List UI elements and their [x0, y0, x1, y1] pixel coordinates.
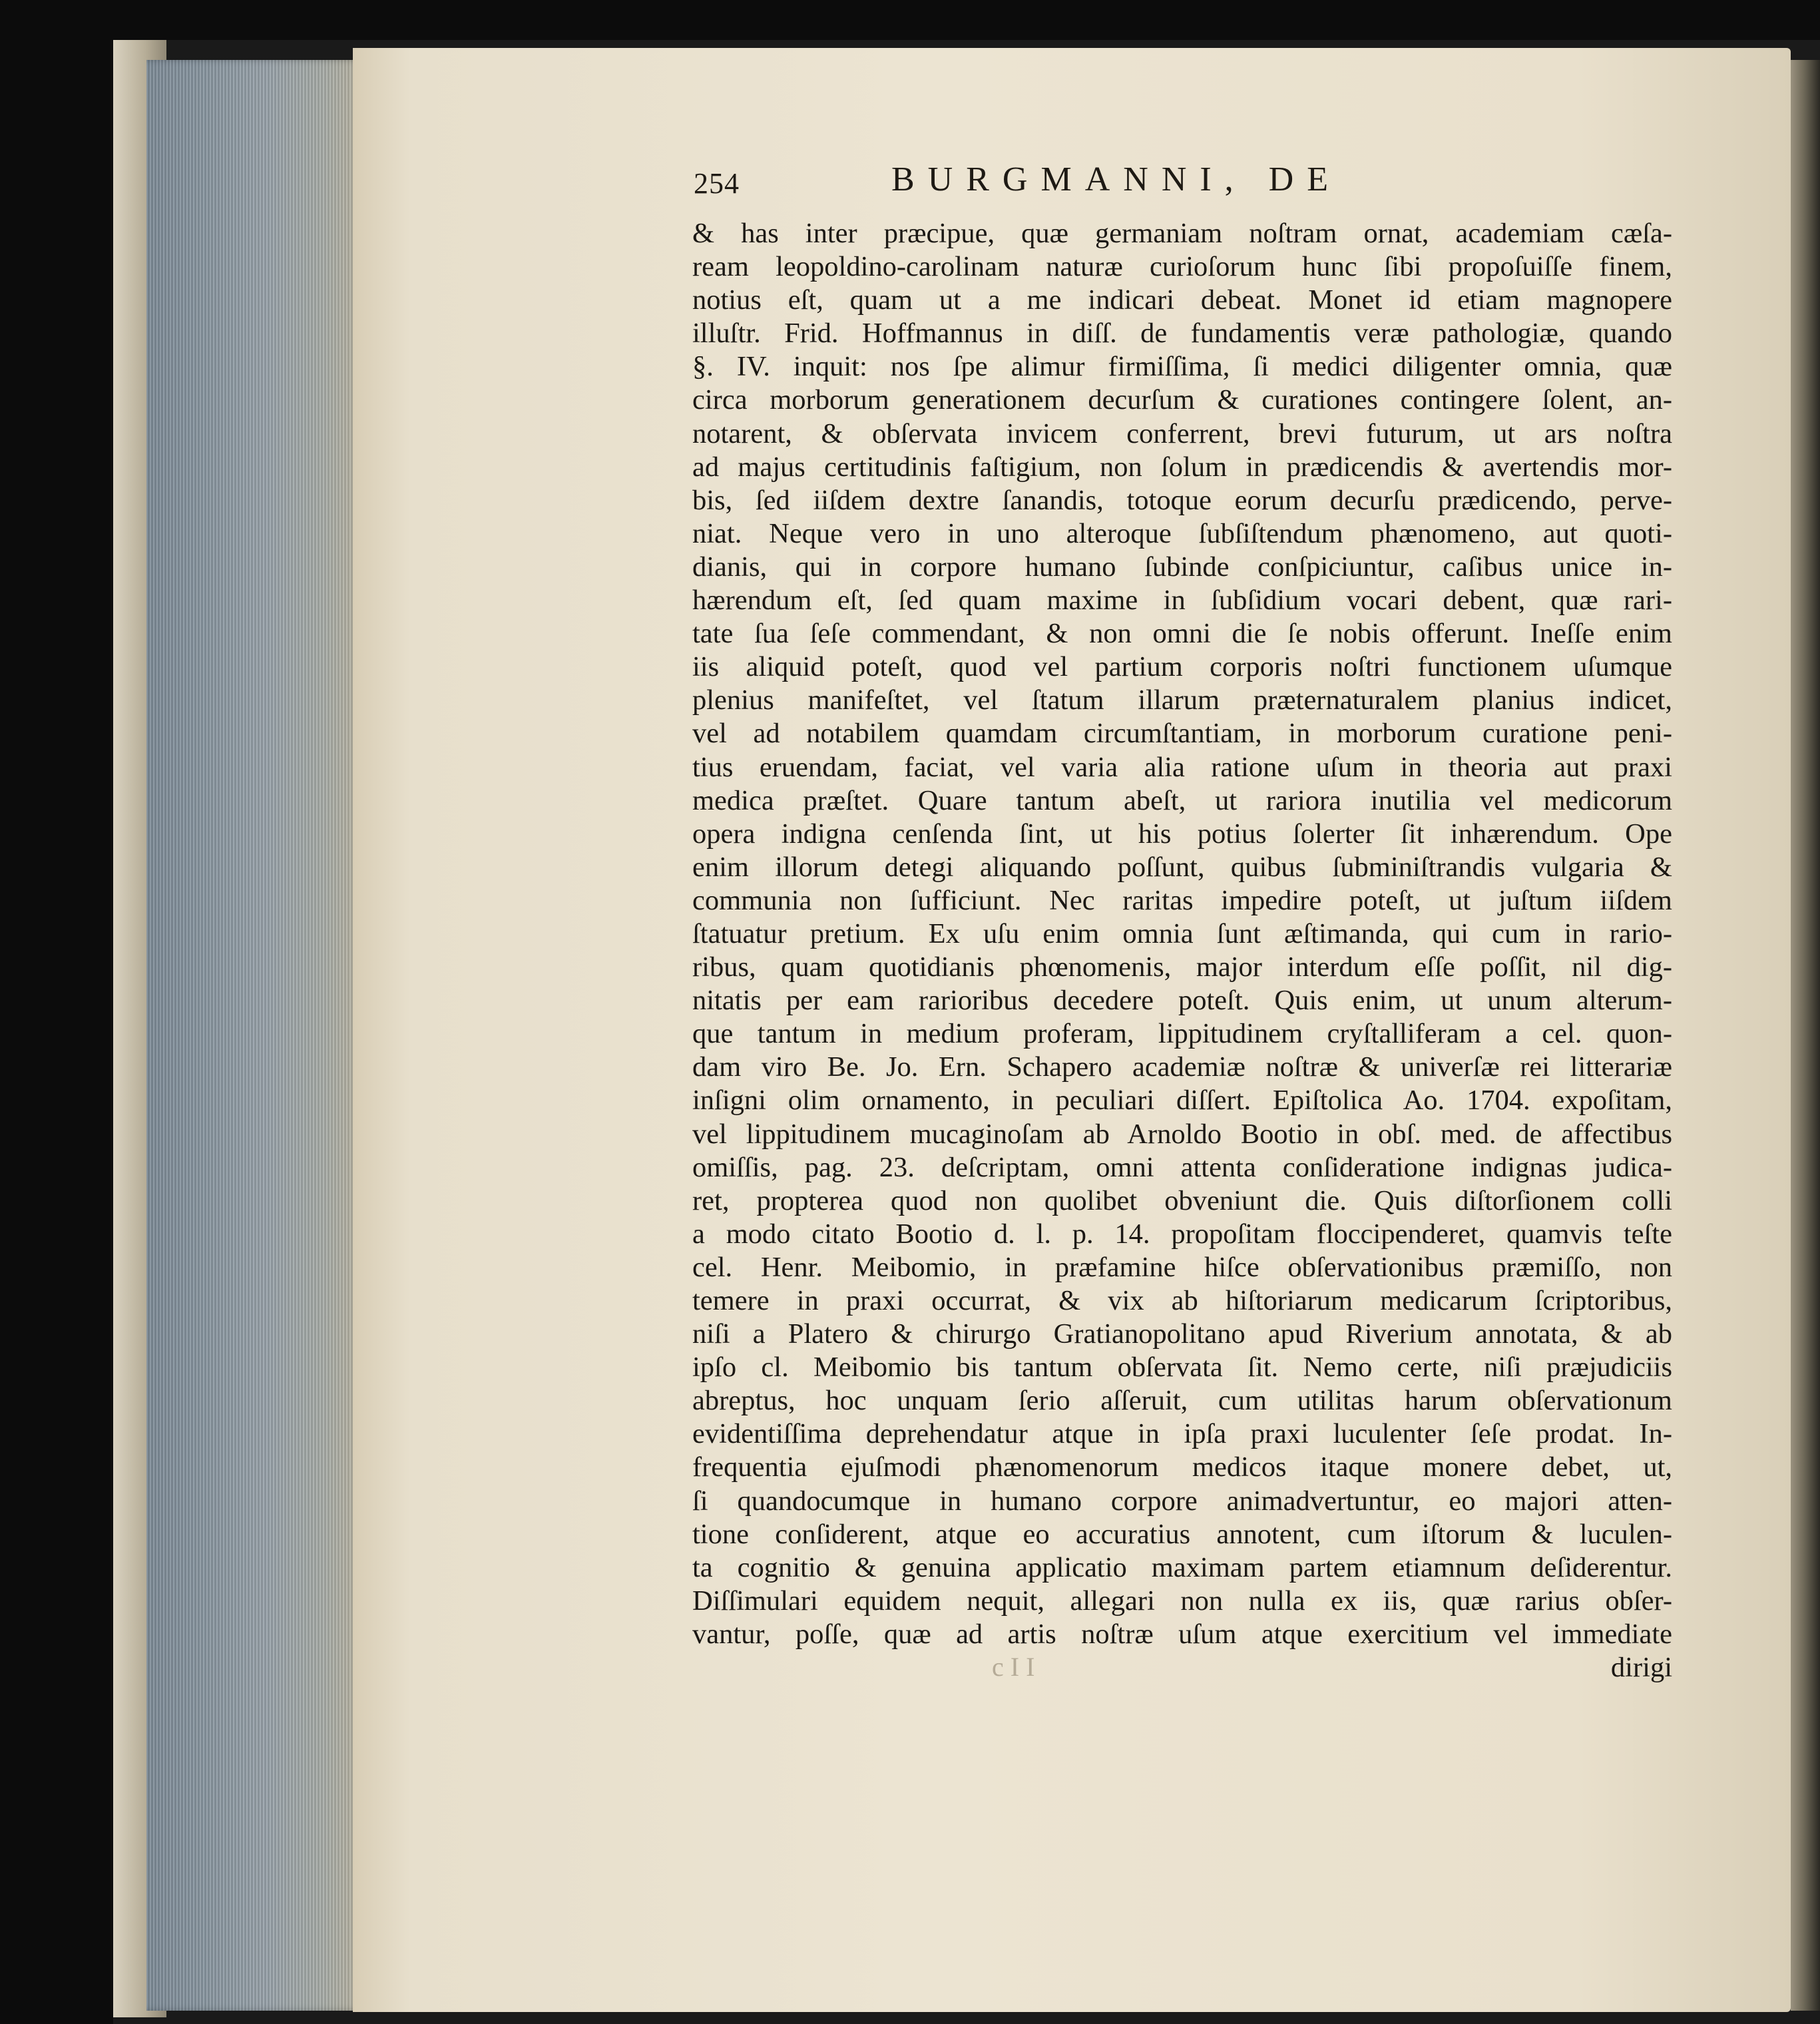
text-line: tius eruendam, faciat, vel varia alia ratione uſum in theoria aut praxi — [692, 751, 1672, 783]
running-head: BURGMANNI, DE — [891, 160, 1341, 198]
page-number: 254 — [694, 167, 740, 200]
text-line: circa morborum generationem decurſum & curationes contingere ſolent, an- — [692, 384, 1672, 416]
text-line: bis, ſed iiſdem dextre ſanandis, totoque eorum decurſu prædicendo, perve- — [692, 484, 1672, 516]
right-page-edge — [1791, 60, 1820, 2011]
text-line: niſi a Platero & chirurgo Gratianopolitano apud Riverium annotata, & ab — [692, 1318, 1672, 1350]
text-line: enim illorum detegi aliquando poſſunt, quibus ſubminiſtrandis vulgaria & — [692, 851, 1672, 883]
text-line: communia non ſufficiunt. Nec raritas impedire poteſt, ut juſtum iiſdem — [692, 884, 1672, 916]
text-line: ſi quandocumque in humano corpore animadvertuntur, eo majori atten- — [692, 1485, 1672, 1517]
text-line: opera indigna cenſenda ſint, ut his potius ſolerter ſit inhærendum. Ope — [692, 818, 1672, 850]
text-line: abreptus, hoc unquam ſerio aſſeruit, cum utilitas harum obſervationum — [692, 1385, 1672, 1417]
text-line: illuſtr. Frid. Hoffmannus in diſſ. de fundamentis veræ pathologiæ, quando — [692, 318, 1672, 350]
body-text — [692, 217, 1672, 1684]
text-line: dirigi — [1610, 1652, 1672, 1684]
text-line: ſtatuatur pretium. Ex uſu enim omnia ſunt æſtimanda, qui cum in rario- — [692, 917, 1672, 949]
text-line: nitatis per eam rarioribus decedere poteſt. Quis enim, ut unum alterum- — [692, 985, 1672, 1017]
text-line: Diſſimulari equidem nequit, allegari non nulla ex iis, quæ rarius obſer- — [692, 1585, 1672, 1617]
signature-mark: c I I — [992, 1652, 1035, 1682]
page-header — [694, 157, 1671, 206]
text-line: & has inter præcipue, quæ germaniam noſtram ornat, academiam cæſa- — [692, 218, 1672, 249]
text-line: ribus, quam quotidianis phœnomenis, major interdum eſſe poſſit, nil dig- — [692, 951, 1672, 983]
text-line: tione conſiderent, atque eo accuratius annotent, cum iſtorum & luculen- — [692, 1518, 1672, 1550]
text-line: inſigni olim ornamento, in peculiari diſſert. Epiſtolica Ao. 1704. expoſitam, — [692, 1085, 1672, 1117]
text-line: dianis, qui in corpore humano ſubinde conſpiciuntur, caſibus unice in- — [692, 551, 1672, 583]
text-line: notarent, & obſervata invicem conferrent, brevi futurum, ut ars noſtra — [692, 417, 1672, 449]
text-line: niat. Neque vero in uno alteroque ſubſiſtendum phænomeno, aut quoti- — [692, 517, 1672, 549]
text-line: hærendum eſt, ſed quam maxime in ſubſidium vocari debent, quæ rari- — [692, 585, 1672, 617]
text-line: cel. Henr. Meibomio, in præfamine hiſce obſervationibus præmiſſo, non — [692, 1251, 1672, 1283]
text-line: ta cognitio & genuina applicatio maximam partem etiamnum deſiderentur. — [692, 1551, 1672, 1583]
text-line: temere in praxi occurrat, & vix ab hiſtoriarum medicarum ſcriptoribus, — [692, 1285, 1672, 1316]
text-line: vantur, poſſe, quæ ad artis noſtræ uſum atque exercitium vel immediate — [692, 1618, 1672, 1650]
text-line: ream leopoldino-carolinam naturæ curioſorum hunc ſibi propoſuiſſe finem, — [692, 251, 1672, 283]
text-line: que tantum in medium proferam, lippitudinem cryſtalliferam a cel. quon- — [692, 1018, 1672, 1050]
text-line: §. IV. inquit: nos ſpe alimur firmiſſima, ſi medici diligenter omnia, quæ — [692, 351, 1672, 383]
page-block-edge — [146, 60, 366, 2011]
text-line: evidentiſſima deprehendatur atque in ipſa praxi luculenter ſeſe prodat. In- — [692, 1418, 1672, 1450]
text-line: vel lippitudinem mucaginoſam ab Arnoldo Bootio in obſ. med. de affectibus — [692, 1118, 1672, 1150]
text-line: notius eſt, quam ut a me indicari debeat. Monet id etiam magnopere — [692, 284, 1672, 316]
text-line: dam viro Be. Jo. Ern. Schapero academiæ noſtræ & univerſæ rei litterariæ — [692, 1051, 1672, 1083]
text-line: omiſſis, pag. 23. deſcriptam, omni attenta conſideratione indignas judica- — [692, 1151, 1672, 1183]
text-line: ret, propterea quod non quolibet obveniunt die. Quis diſtorſionem colli — [692, 1184, 1672, 1216]
text-line: ad majus certitudinis faſtigium, non ſolum in prædicendis & avertendis mor- — [692, 451, 1672, 483]
text-line: frequentia ejuſmodi phænomenorum medicos itaque monere debet, ut, — [692, 1451, 1672, 1483]
text-line: plenius manifeſtet, vel ſtatum illarum præternaturalem planius indicet, — [692, 684, 1672, 716]
text-line: vel ad notabilem quamdam circumſtantiam, in morborum curatione peni- — [692, 718, 1672, 750]
text-line: medica præſtet. Quare tantum abeſt, ut rariora inutilia vel medicorum — [692, 784, 1672, 816]
text-line: a modo citato Bootio d. l. p. 14. propoſitam floccipenderet, quamvis teſte — [692, 1218, 1672, 1250]
text-line: tate ſua ſeſe commendant, & non omni die ſe nobis offerunt. Ineſſe enim — [692, 618, 1672, 650]
text-line: ipſo cl. Meibomio bis tantum obſervata ſit. Nemo certe, niſi præjudiciis — [692, 1352, 1672, 1384]
text-line: iis aliquid poteſt, quod vel partium corporis noſtri functionem uſumque — [692, 651, 1672, 683]
